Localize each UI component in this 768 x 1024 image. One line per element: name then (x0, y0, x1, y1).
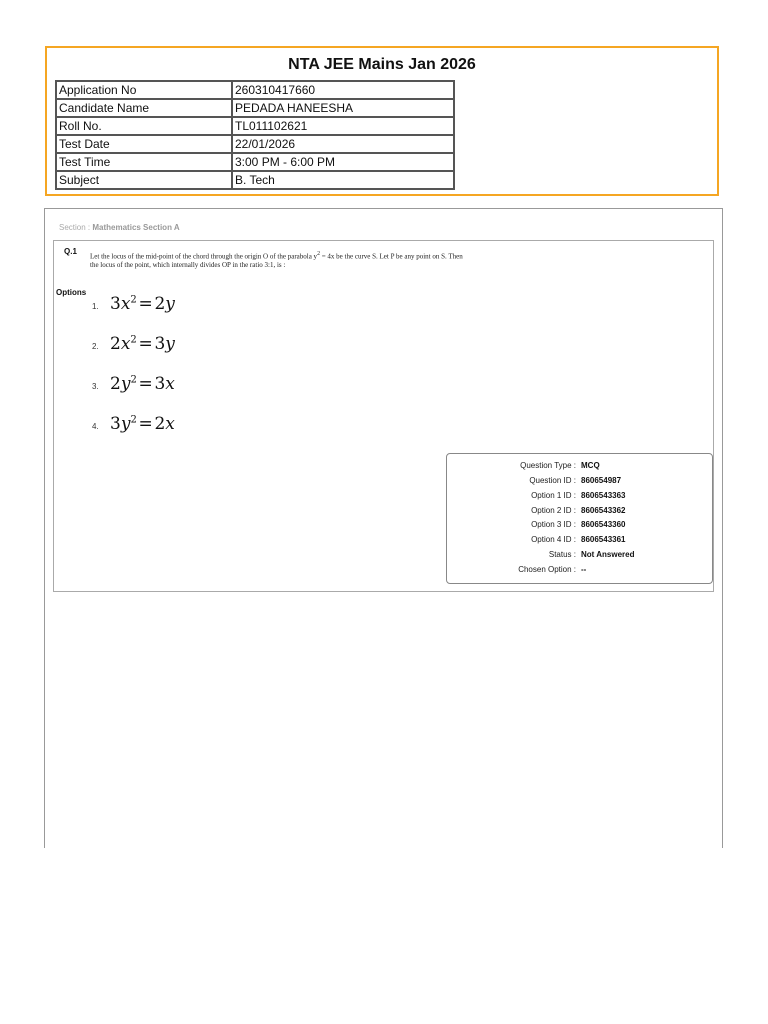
option-number: 1. (92, 302, 99, 311)
info-value: 260310417660 (232, 81, 454, 99)
meta-row (447, 461, 712, 475)
meta-row (447, 506, 712, 520)
table-row (56, 81, 454, 99)
info-label: Roll No. (56, 117, 232, 135)
meta-value: 8606543360 (581, 520, 626, 529)
info-label: Candidate Name (56, 99, 232, 117)
info-value: TL011102621 (232, 117, 454, 135)
option-math: $3y^2$ = 2x (110, 414, 175, 434)
meta-label: Question ID : (529, 476, 576, 485)
info-label: Test Time (56, 153, 232, 171)
info-value: 3:00 PM - 6:00 PM (232, 153, 454, 171)
option-number: 4. (92, 422, 99, 431)
meta-label: Option 1 ID : (531, 491, 576, 500)
meta-row (447, 565, 712, 579)
table-row (56, 135, 454, 153)
option-math: $2x^2$ = 3y (110, 334, 175, 354)
section-prefix: Section : (59, 223, 91, 232)
info-label: Test Date (56, 135, 232, 153)
table-row (56, 99, 454, 117)
option-number: 3. (92, 382, 99, 391)
meta-label: Option 2 ID : (531, 506, 576, 515)
meta-row (447, 491, 712, 505)
meta-row (447, 550, 712, 564)
meta-value: MCQ (581, 461, 600, 470)
meta-label: Option 4 ID : (531, 535, 576, 544)
section-label (59, 223, 180, 232)
option-math: $2y^2$ = 3x (110, 374, 175, 394)
question-text-sup: 2 (317, 251, 320, 257)
meta-label: Chosen Option : (518, 565, 576, 574)
page-title: NTA JEE Mains Jan 2026 (288, 56, 476, 73)
option-math: $3x^2$ = 2y (110, 294, 175, 314)
meta-value: 860654987 (581, 476, 622, 485)
info-value: 22/01/2026 (232, 135, 454, 153)
question-text (90, 250, 470, 270)
info-value: B. Tech (232, 171, 454, 189)
meta-value: 8606543362 (581, 506, 626, 515)
candidate-info-card (45, 46, 719, 196)
table-row (56, 171, 454, 189)
meta-row (447, 535, 712, 549)
candidate-info-table (55, 80, 455, 190)
table-row (56, 117, 454, 135)
question-text-part: Let the locus of the mid-point of the chord through the origin O of the parabola y (90, 252, 318, 261)
meta-label: Question Type : (520, 461, 576, 470)
option-number: 2. (92, 342, 99, 351)
info-label: Application No (56, 81, 232, 99)
question-meta-box (446, 453, 713, 584)
options-label: Options (56, 288, 87, 297)
meta-value: -- (581, 565, 587, 574)
section-name: Mathematics Section A (92, 223, 180, 232)
table-row (56, 153, 454, 171)
question-number: Q.1 (64, 247, 77, 256)
meta-label: Option 3 ID : (531, 520, 576, 529)
meta-value: 8606543363 (581, 491, 626, 500)
meta-value: Not Answered (581, 550, 635, 559)
question-text-part: = 4x be the curve S. Let P be any point on S. Then the locus of the point, which internally divides OP in the ratio 3:1, is : (90, 252, 463, 270)
info-label: Subject (56, 171, 232, 189)
meta-row (447, 520, 712, 534)
meta-label: Status : (548, 550, 576, 559)
meta-row (447, 476, 712, 490)
info-value: PEDADA HANEESHA (232, 99, 454, 117)
question-box (53, 240, 714, 592)
meta-value: 8606543361 (581, 535, 626, 544)
question-panel (44, 208, 723, 848)
